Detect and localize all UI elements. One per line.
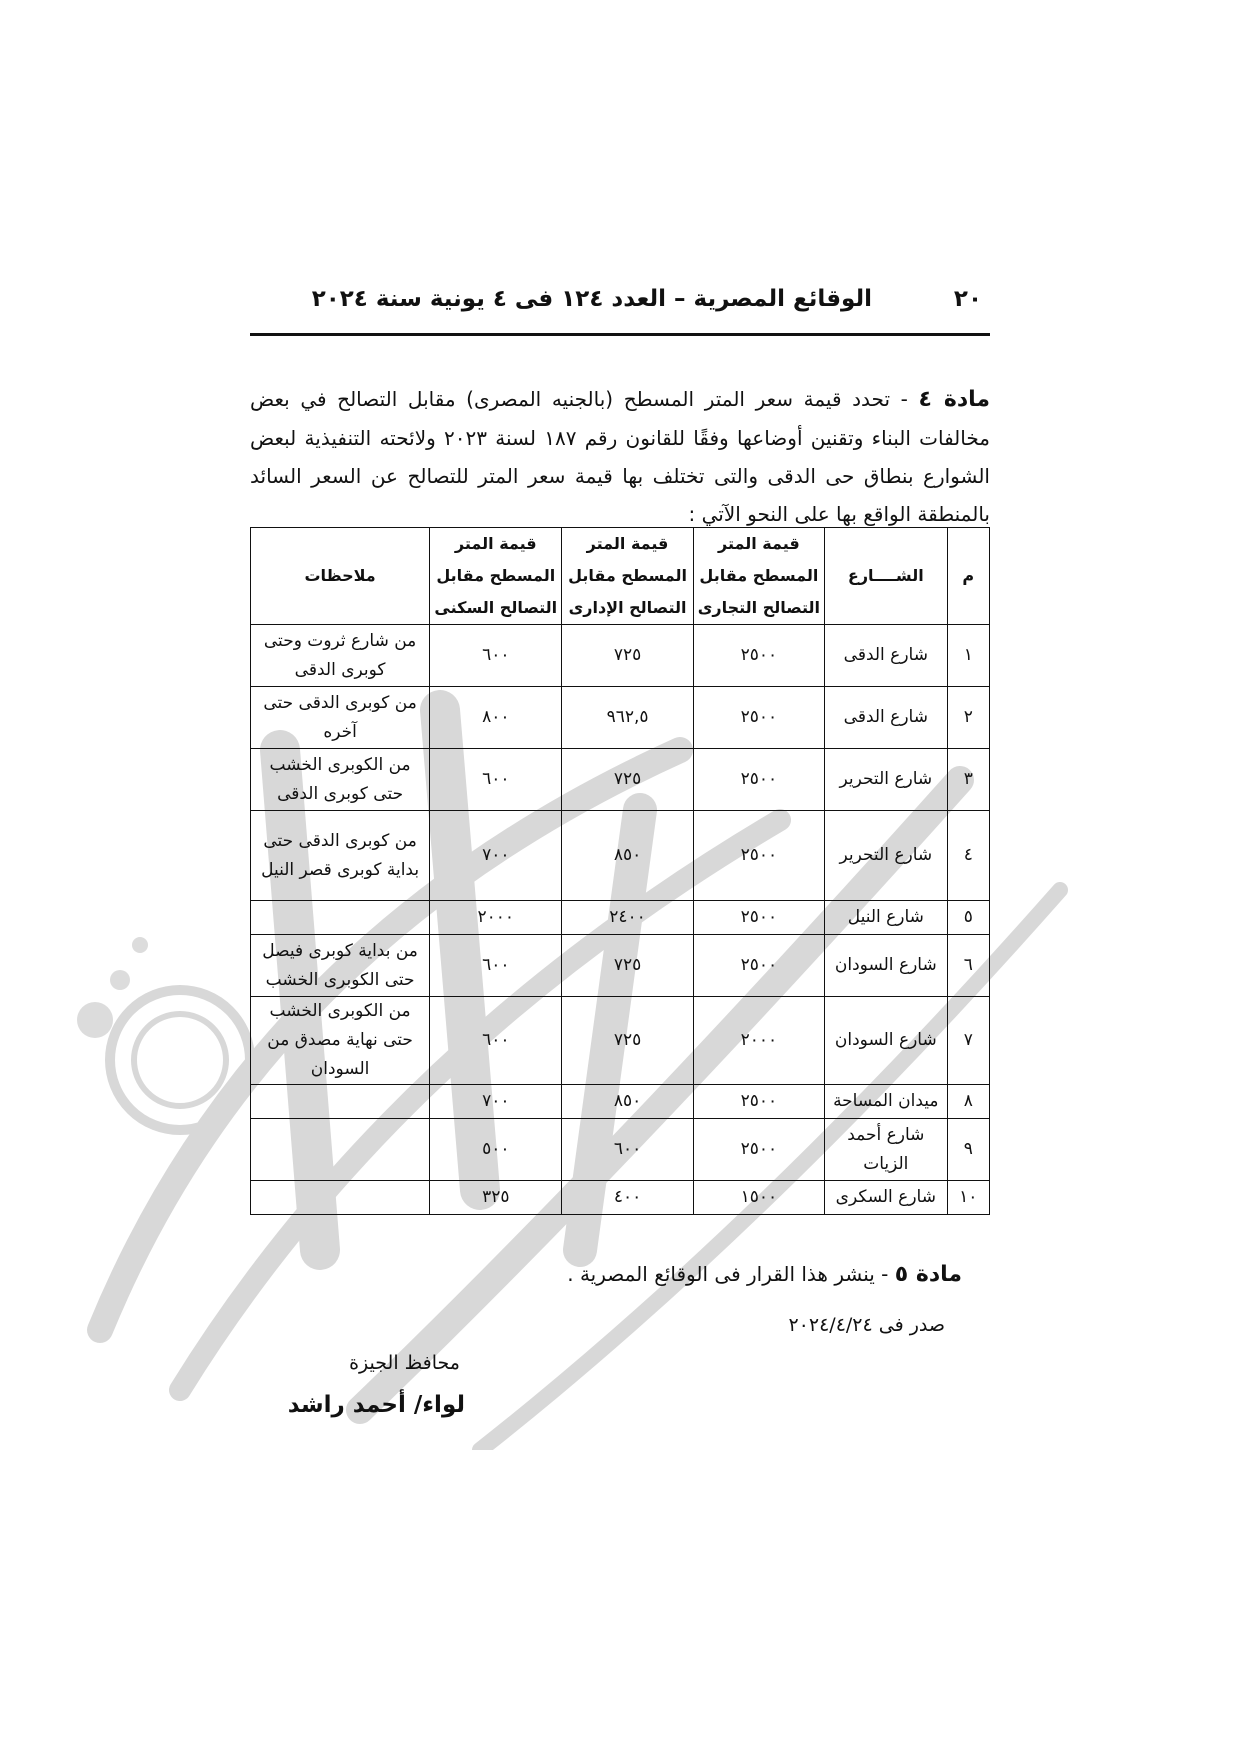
- cell-residential: ٦٠٠: [430, 935, 562, 997]
- cell-commercial: ٢٥٠٠: [693, 811, 824, 901]
- cell-residential: ٣٢٥: [430, 1181, 562, 1215]
- cell-commercial: ٢٠٠٠: [693, 997, 824, 1085]
- cell-street: شارع أحمد الزيات: [825, 1119, 948, 1181]
- cell-street: شارع الدقى: [825, 625, 948, 687]
- table-header-row: [251, 528, 990, 625]
- cell-number: ١٠: [947, 1181, 989, 1215]
- cell-street: شارع السكرى: [825, 1181, 948, 1215]
- cell-commercial: ٢٥٠٠: [693, 749, 824, 811]
- col-header-number: م: [947, 528, 989, 625]
- cell-commercial: ٢٥٠٠: [693, 901, 824, 935]
- cell-residential: ٦٠٠: [430, 997, 562, 1085]
- cell-administrative: ٤٠٠: [562, 1181, 693, 1215]
- reconciliation-price-table: [250, 527, 990, 1215]
- cell-notes: [251, 1119, 430, 1181]
- article-5: [567, 1262, 962, 1287]
- cell-number: ٥: [947, 901, 989, 935]
- cell-number: ٧: [947, 997, 989, 1085]
- cell-commercial: ٢٥٠٠: [693, 1119, 824, 1181]
- cell-number: ٦: [947, 935, 989, 997]
- cell-commercial: ٢٥٠٠: [693, 625, 824, 687]
- cell-notes: [251, 1085, 430, 1119]
- col-header-administrative: قيمة المتر المسطح مقابل التصالح الإدارى: [562, 528, 693, 625]
- article-5-label: مادة ٥: [894, 1262, 962, 1287]
- header-rule: [250, 333, 990, 336]
- signatory-office: محافظ الجيزة: [349, 1352, 460, 1374]
- table-row: [251, 749, 990, 811]
- table-row: [251, 1181, 990, 1215]
- gazette-title: الوقائع المصرية – العدد ١٢٤ فى ٤ يونية سنة ٢٠٢٤: [311, 286, 872, 312]
- col-header-commercial: قيمة المتر المسطح مقابل التصالح التجارى: [693, 528, 824, 625]
- col-header-notes: ملاحظات: [251, 528, 430, 625]
- cell-number: ١: [947, 625, 989, 687]
- cell-notes: من كوبرى الدقى حتى بداية كوبرى قصر النيل: [251, 811, 430, 901]
- cell-notes: من شارع ثروت وحتى كوبرى الدقى: [251, 625, 430, 687]
- cell-residential: ٧٠٠: [430, 811, 562, 901]
- cell-street: ميدان المساحة: [825, 1085, 948, 1119]
- cell-administrative: ٧٢٥: [562, 935, 693, 997]
- table-row: [251, 997, 990, 1085]
- cell-number: ٩: [947, 1119, 989, 1181]
- cell-residential: ٦٠٠: [430, 749, 562, 811]
- table-row: [251, 625, 990, 687]
- article-4-text: - تحدد قيمة سعر المتر المسطح (بالجنيه المصرى) مقابل التصالح في بعض مخالفات البناء وتقنين أوضاعها وفقًا للقانون رقم ١٨٧ لسنة ٢٠٢٣ ولائحته التنفيذية لبعض الشوارع بنطاق حى الدقى والتى تختلف بها قيمة سعر المتر للتصالح عن السعر السائد بالمنطقة الواقع بها على النحو الآتي :: [250, 387, 990, 526]
- cell-number: ٢: [947, 687, 989, 749]
- page-header: [250, 286, 990, 322]
- cell-residential: ٥٠٠: [430, 1119, 562, 1181]
- signatory-name: لواء/ أحمد راشد: [287, 1392, 465, 1418]
- cell-commercial: ١٥٠٠: [693, 1181, 824, 1215]
- cell-notes: من بداية كوبرى فيصل حتى الكوبرى الخشب: [251, 935, 430, 997]
- cell-notes: [251, 901, 430, 935]
- table-row: [251, 901, 990, 935]
- table-row: [251, 1119, 990, 1181]
- cell-notes: من كوبرى الدقى حتى آخره: [251, 687, 430, 749]
- col-header-street: الشــــارع: [825, 528, 948, 625]
- article-4-paragraph: [250, 380, 990, 533]
- cell-residential: ٧٠٠: [430, 1085, 562, 1119]
- cell-number: ٤: [947, 811, 989, 901]
- cell-administrative: ٧٢٥: [562, 997, 693, 1085]
- cell-commercial: ٢٥٠٠: [693, 687, 824, 749]
- cell-street: شارع السودان: [825, 935, 948, 997]
- cell-administrative: ٧٢٥: [562, 625, 693, 687]
- cell-administrative: ٧٢٥: [562, 749, 693, 811]
- article-4-label: مادة ٤: [918, 387, 990, 412]
- article-5-text: - ينشر هذا القرار فى الوقائع المصرية .: [567, 1262, 895, 1286]
- table-row: [251, 935, 990, 997]
- table-row: [251, 1085, 990, 1119]
- cell-number: ٣: [947, 749, 989, 811]
- issue-date: صدر فى ٢٠٢٤/٤/٢٤: [788, 1314, 945, 1336]
- cell-commercial: ٢٥٠٠: [693, 1085, 824, 1119]
- col-header-residential: قيمة المتر المسطح مقابل التصالح السكنى: [430, 528, 562, 625]
- table-row: [251, 811, 990, 901]
- cell-residential: ٦٠٠: [430, 625, 562, 687]
- cell-street: شارع الدقى: [825, 687, 948, 749]
- cell-notes: [251, 1181, 430, 1215]
- cell-commercial: ٢٥٠٠: [693, 935, 824, 997]
- cell-street: شارع التحرير: [825, 811, 948, 901]
- cell-administrative: ٨٥٠: [562, 811, 693, 901]
- cell-administrative: ٢٤٠٠: [562, 901, 693, 935]
- cell-street: شارع التحرير: [825, 749, 948, 811]
- cell-administrative: ٩٦٢,٥: [562, 687, 693, 749]
- gazette-page: [250, 0, 990, 1754]
- cell-administrative: ٦٠٠: [562, 1119, 693, 1181]
- cell-notes: من الكوبرى الخشب حتى نهاية مصدق من السودان: [251, 997, 430, 1085]
- table-row: [251, 687, 990, 749]
- cell-notes: من الكوبرى الخشب حتى كوبرى الدقى: [251, 749, 430, 811]
- cell-residential: ٢٠٠٠: [430, 901, 562, 935]
- cell-street: شارع السودان: [825, 997, 948, 1085]
- page-number: ٢٠: [953, 286, 982, 312]
- cell-number: ٨: [947, 1085, 989, 1119]
- cell-administrative: ٨٥٠: [562, 1085, 693, 1119]
- cell-street: شارع النيل: [825, 901, 948, 935]
- cell-residential: ٨٠٠: [430, 687, 562, 749]
- table-body: [251, 625, 990, 1215]
